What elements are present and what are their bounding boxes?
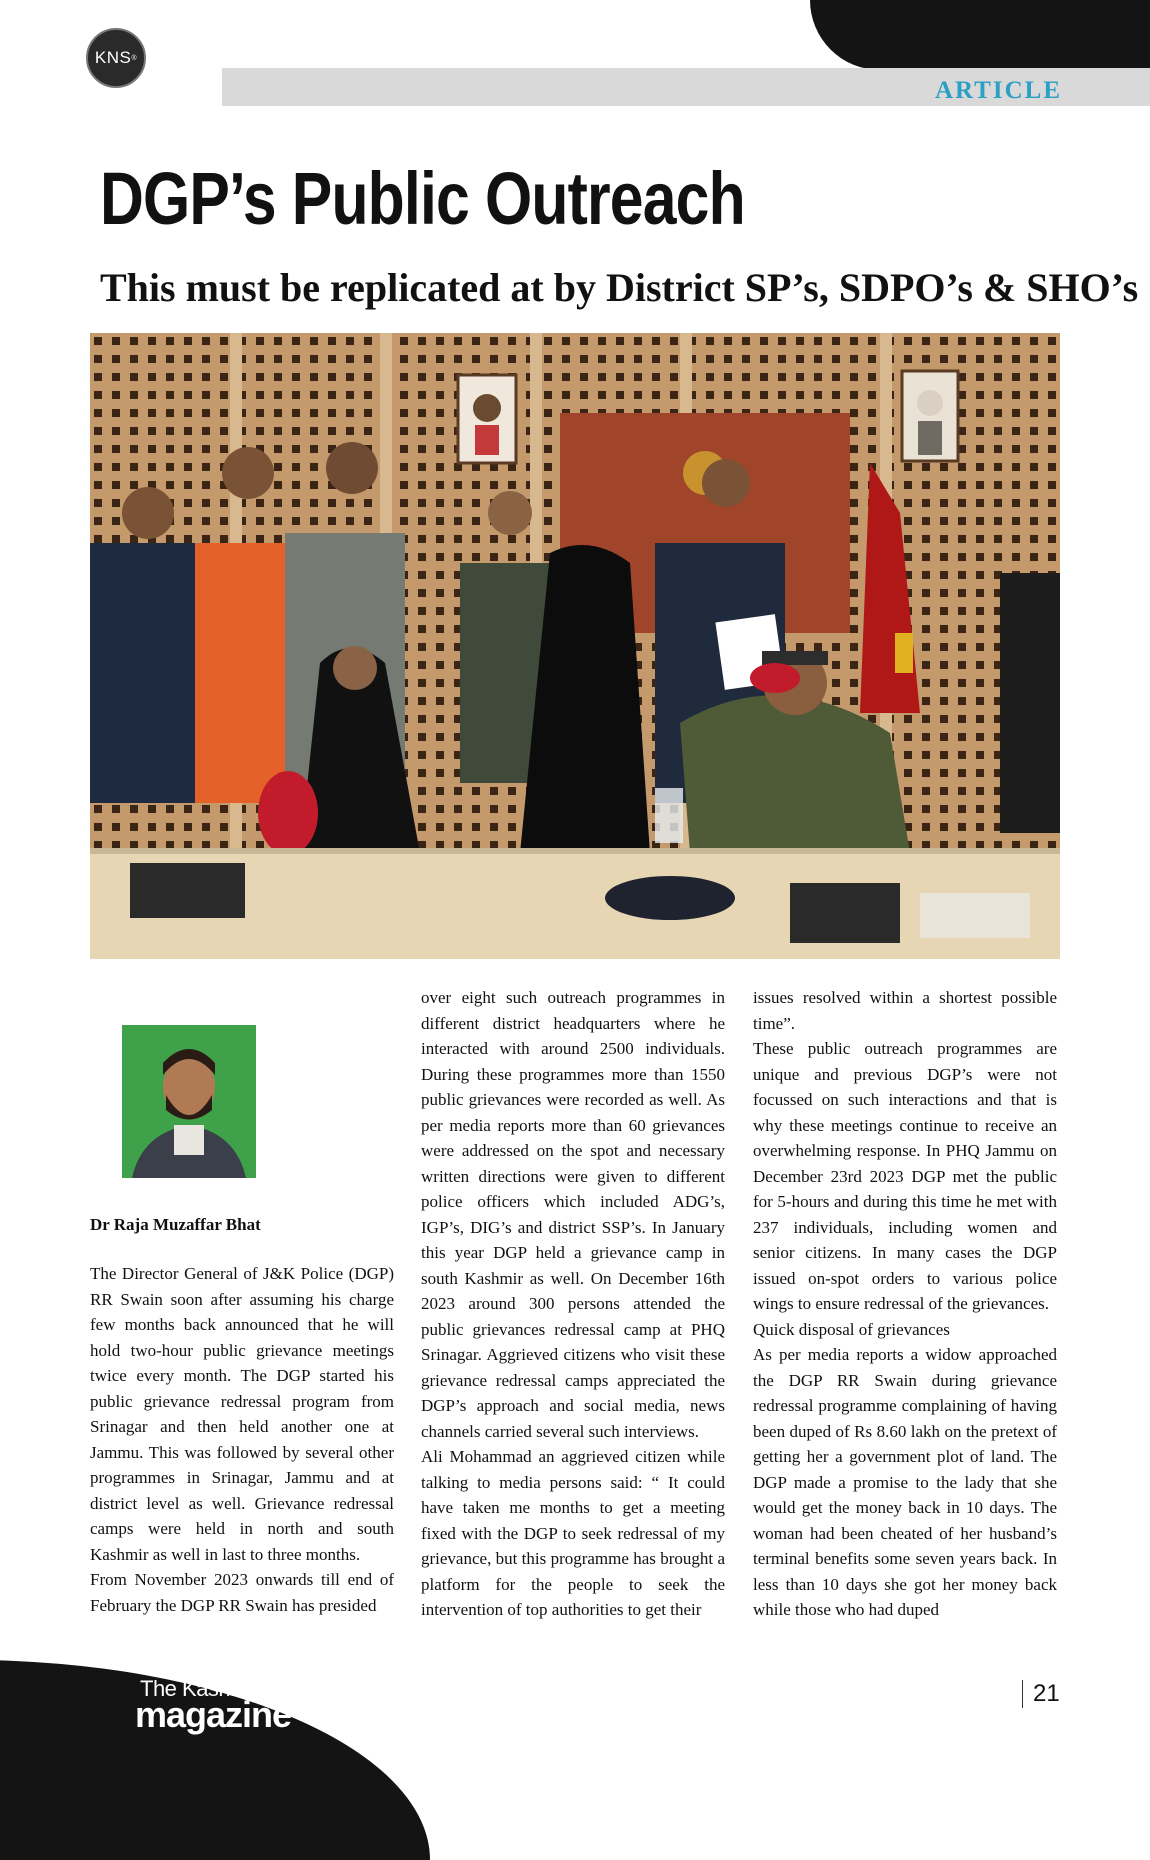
paragraph: Ali Mohammad an aggrieved citizen while talking to media persons said: “ It could have taken me months to get a meeting fixed with the DGP to seek redressal of my grievance, but this programme has brought a platform for the people to seek the intervention of top authorities to get their [421, 1447, 725, 1619]
article-subheadline: This must be replicated at by District SP’s, SDPO’s & SHO’s [100, 265, 1139, 310]
page-number: 21 [1022, 1680, 1060, 1708]
magazine-logo-small: The Kashmir [140, 1676, 260, 1701]
header-corner-shape [810, 0, 1150, 70]
article-column-2 [421, 985, 725, 1623]
author-photo [122, 1025, 256, 1178]
kns-logo: KNS ® [86, 28, 146, 88]
paragraph: As per media reports a widow approached the DGP RR Swain during grievance redressal programme complaining of having been duped of Rs 8.60 lakh on the pretext of getting her a government plot of land. The DGP made a promise to the lady that she would get the money back in 10 days. The woman had been cheated of her husband’s terminal benefits some seven years back. In less than 10 days she got her money back while those who had duped [753, 1345, 1057, 1619]
article-column-1 [90, 1261, 394, 1618]
section-label: ARTICLE [934, 77, 1062, 104]
magazine-logo-big: magazine [135, 1694, 292, 1735]
paragraph: These public outreach programmes are unique and previous DGP’s were not focussed on such interactions and that is why these meetings continue to receive an overwhelming response. In PHQ Jammu on December 23rd 2023 DGP met the public for 5-hours and during this time he met with 237 individuals, including women and senior citizens. In many cases the DGP issued on-spot orders to various police wings to ensure redressal of the grievances. [753, 1039, 1057, 1313]
subheading: Quick disposal of grievances [753, 1319, 950, 1339]
paragraph: over eight such outreach programmes in different district headquarters where he interacted with around 2500 individuals. During these programmes more than 1550 public grievances were recorded as well. As per media reports more than 60 grievances were addressed on the spot and necessary written directions were given to different police officers which included ADG’s, IGP’s, DIG’s and district SSP’s. In January this year DGP held a grievance camp in south Kashmir as well. On December 16th 2023 around 300 persons attended the public grievances redressal camp at PHQ Srinagar. Aggrieved citizens who visit these grievance redressal camps appreciated the DGP’s approach and social media, news channels carried several such interviews. [421, 988, 725, 1441]
paragraph: From November 2023 onwards till end of February the DGP RR Swain has presided [90, 1570, 394, 1615]
main-photo [90, 333, 1060, 959]
article-column-3 [753, 985, 1057, 1623]
author-name: Dr Raja Muzaffar Bhat [90, 1215, 261, 1234]
paragraph: issues resolved within a shortest possible time”. [753, 988, 1057, 1033]
article-headline: DGP’s Public Outreach [100, 157, 745, 240]
paragraph: The Director General of J&K Police (DGP) RR Swain soon after assuming his charge few months back announced that he will hold two-hour public grievance meetings twice every month. The DGP started his public grievance redressal program from Srinagar and then held another one at Jammu. This was followed by several other programmes in Srinagar, Jammu and at district level as well. Grievance redressal camps were held in north and south Kashmir as well in last to three months. [90, 1264, 394, 1564]
